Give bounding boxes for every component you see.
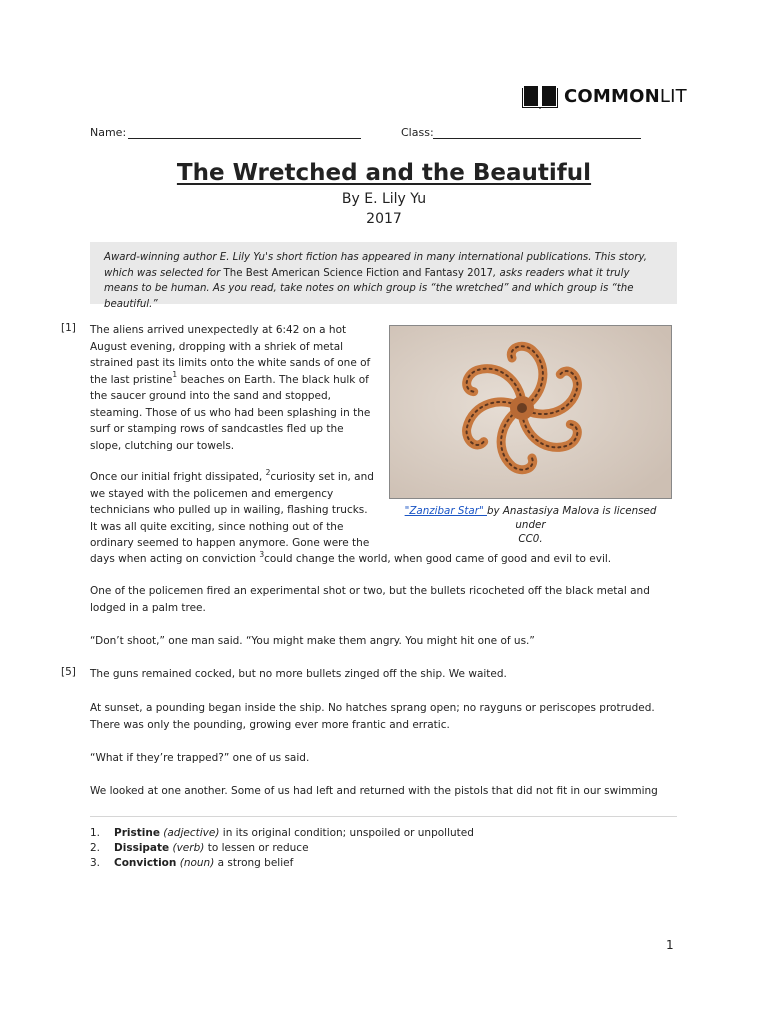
text-line: There was only the pounding, growing ever more frantic and erratic. — [90, 718, 450, 731]
text-run: beaches on Earth. The black hulk of — [180, 373, 369, 386]
text-line: lodged in a palm tree. — [90, 601, 206, 614]
footnote-pos: (adjective) — [163, 827, 220, 839]
intro-text-2: , asks readers what it truly means to be human. As you read, take notes on which group is “the wretched” and which group is “the beautiful.” — [104, 267, 634, 310]
logo-light-text: LIT — [659, 85, 687, 107]
paragraph-5: The guns remained cocked, but no more bullets zinged off the ship. We waited. — [90, 668, 507, 680]
open-book-icon — [522, 83, 558, 109]
intro-book-title: The Best American Science Fiction and Fantasy 2017 — [223, 267, 494, 279]
text-line: steaming. Those of us who had been splashing in the — [90, 406, 371, 419]
text-line: ordinary seemed to happen anymore. Gone were the — [90, 537, 370, 549]
text-line: August evening, dropping with a shriek of metal — [90, 340, 344, 353]
text-line: At sunset, a pounding began inside the ship. No hatches sprang open; no rayguns or periscopes protruded. — [90, 702, 655, 714]
photo-caption — [389, 504, 672, 546]
text-line: surf or stamping rows of sandcastles fled up the — [90, 423, 344, 435]
caption-line — [389, 504, 672, 532]
story-title-text: The Wretched and the Beautiful — [176, 160, 592, 186]
text-line: The aliens arrived unexpectedly at 6:42 on a hot — [90, 324, 347, 336]
footnote-1 — [90, 826, 474, 841]
logo-wordmark — [564, 86, 687, 107]
intro-box — [90, 242, 677, 310]
footnote-3 — [90, 856, 293, 871]
footnote-2 — [90, 841, 309, 856]
commonlit-logo — [522, 83, 687, 109]
text-line — [90, 372, 380, 389]
paragraph-1 — [90, 322, 380, 454]
paragraph-7: “What if they’re trapped?” one of us said. — [90, 752, 310, 764]
text-line: we stayed with the policemen and emergency — [90, 487, 334, 500]
paragraph-number-1: [1] — [61, 322, 76, 334]
paragraph-2 — [90, 469, 380, 552]
text-run: days when acting on conviction — [90, 553, 257, 565]
text-run: could change the world, when good came of good and evil to evil. — [264, 553, 612, 565]
text-line: strained past its limits onto the white sands of one of — [90, 357, 371, 369]
text-run: curiosity set in, and — [270, 471, 374, 483]
text-line: slope, clutching our towels. — [90, 439, 235, 452]
footnote-definition: to lessen or reduce — [204, 842, 309, 854]
caption-attribution: by Anastasiya Malova is licensed under — [486, 505, 657, 531]
paragraph-4: “Don’t shoot,” one man said. “You might make them angry. You might hit one of us.” — [90, 635, 535, 647]
footnote-pos: (verb) — [172, 842, 205, 854]
footnote-term: Conviction — [114, 857, 177, 869]
text-line — [90, 469, 380, 486]
intro-text-1: Award-winning author E. Lily Yu's short fiction has appeared in many international publications. This story, which was selected for — [104, 252, 647, 279]
text-line: the saucer ground into the sand and stopped, — [90, 390, 331, 402]
footnote-definition: in its original condition; unspoiled or unpolluted — [219, 827, 474, 839]
name-label: Name: — [90, 126, 127, 139]
footnote-number: 1. — [90, 827, 101, 839]
story-year: 2017 — [366, 211, 402, 227]
text-line: It was all quite exciting, since nothing out of the — [90, 520, 344, 533]
name-field[interactable] — [128, 138, 361, 139]
footnote-ref-2[interactable]: 2 — [265, 467, 271, 477]
zanzibar-star-link[interactable]: "Zanzibar Star" — [404, 505, 487, 517]
footnote-ref-3[interactable]: 3 — [259, 549, 265, 559]
footnote-number: 3. — [90, 857, 101, 869]
page-number: 1 — [666, 938, 674, 952]
footnote-divider — [90, 816, 677, 817]
class-field[interactable] — [433, 138, 641, 139]
footnote-term: Pristine — [114, 827, 160, 839]
text-line: One of the policemen fired an experimental shot or two, but the bullets ricocheted off the black metal and — [90, 585, 650, 597]
paragraph-number-5: [5] — [61, 666, 76, 678]
caption-license: CC0. — [518, 533, 543, 545]
paragraph-3 — [90, 583, 690, 616]
footnote-number: 2. — [90, 842, 101, 854]
text-run: Once our initial fright dissipated, — [90, 471, 263, 483]
footnote-pos: (noun) — [179, 857, 215, 869]
footnote-term: Dissipate — [114, 842, 170, 854]
story-title — [0, 160, 768, 186]
text-line: technicians who pulled up in wailing, flashing trucks. — [90, 504, 368, 516]
starfish-icon — [390, 326, 672, 499]
story-byline: By E. Lily Yu — [341, 191, 427, 207]
footnote-ref-1[interactable]: 1 — [172, 370, 178, 379]
class-label: Class: — [401, 126, 434, 139]
logo-bold-text: COMMON — [564, 85, 660, 107]
starfish-photo — [389, 325, 672, 499]
paragraph-8: We looked at one another. Some of us had left and returned with the pistols that did not fit in our swimming — [90, 785, 658, 797]
footnote-definition: a strong belief — [214, 857, 294, 869]
paragraph-2-last-line — [90, 551, 690, 568]
text-run: the last pristine — [90, 373, 173, 386]
paragraph-6 — [90, 700, 690, 733]
